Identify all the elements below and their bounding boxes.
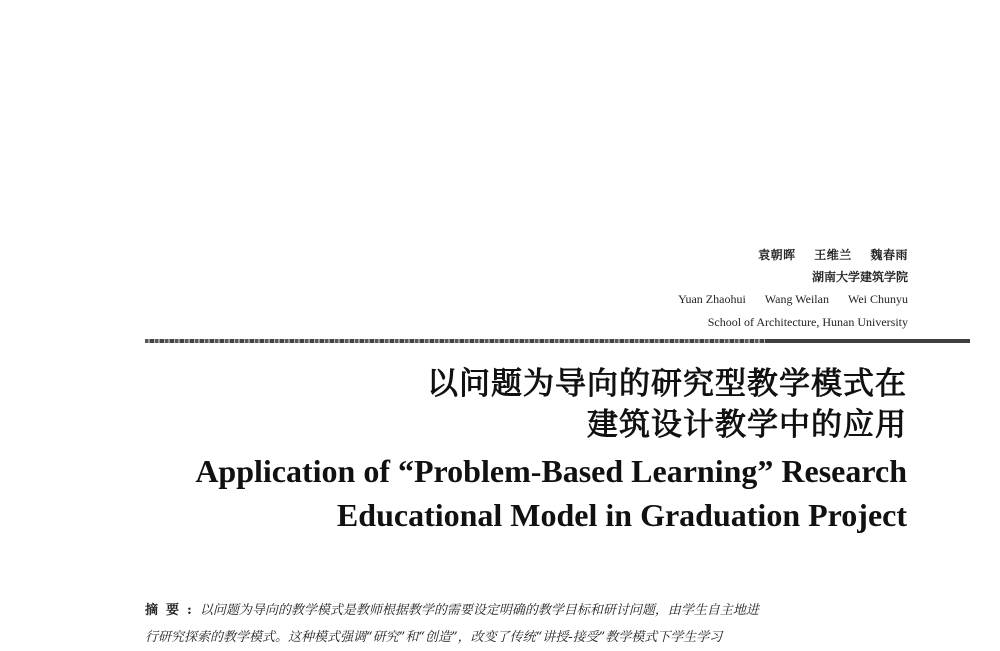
author-block bbox=[678, 244, 908, 334]
author-en-1: Yuan Zhaohui bbox=[678, 292, 746, 306]
abstract-line-1 bbox=[145, 597, 890, 624]
author-en-3: Wei Chunyu bbox=[847, 292, 908, 306]
author-cn-3: 魏春雨 bbox=[870, 248, 908, 262]
author-cn-1: 袁朝晖 bbox=[758, 248, 796, 262]
title-cn bbox=[427, 364, 907, 446]
authors-en bbox=[678, 288, 908, 311]
title-en-line-1: Application of “Problem-Based Learning” Research bbox=[195, 453, 907, 489]
abstract-text-1: 以问题为导向的教学模式是教师根据教学的需要设定明确的教学目标和研讨问题，由学生自主地进 bbox=[199, 603, 759, 618]
affiliation-en: School of Architecture, Hunan University bbox=[707, 315, 908, 329]
title-cn-line-1: 以问题为导向的研究型教学模式在 bbox=[427, 366, 907, 402]
abstract-line-2: 行研究探索的教学模式。这种模式强调“研究”和“创造”，改变了传统“讲授-接受”教学模式下学生学习 bbox=[145, 630, 723, 645]
author-cn-2: 王维兰 bbox=[814, 248, 852, 262]
abstract bbox=[145, 597, 890, 651]
authors-cn bbox=[678, 244, 908, 266]
abstract-label: 摘要: bbox=[145, 603, 200, 618]
header-divider bbox=[145, 339, 970, 343]
title-en bbox=[195, 449, 907, 537]
author-en-2: Wang Weilan bbox=[764, 292, 829, 306]
affiliation-cn: 湖南大学建筑学院 bbox=[811, 270, 908, 284]
title-cn-line-2: 建筑设计教学中的应用 bbox=[587, 407, 907, 443]
title-en-line-2: Educational Model in Graduation Project bbox=[336, 497, 907, 533]
